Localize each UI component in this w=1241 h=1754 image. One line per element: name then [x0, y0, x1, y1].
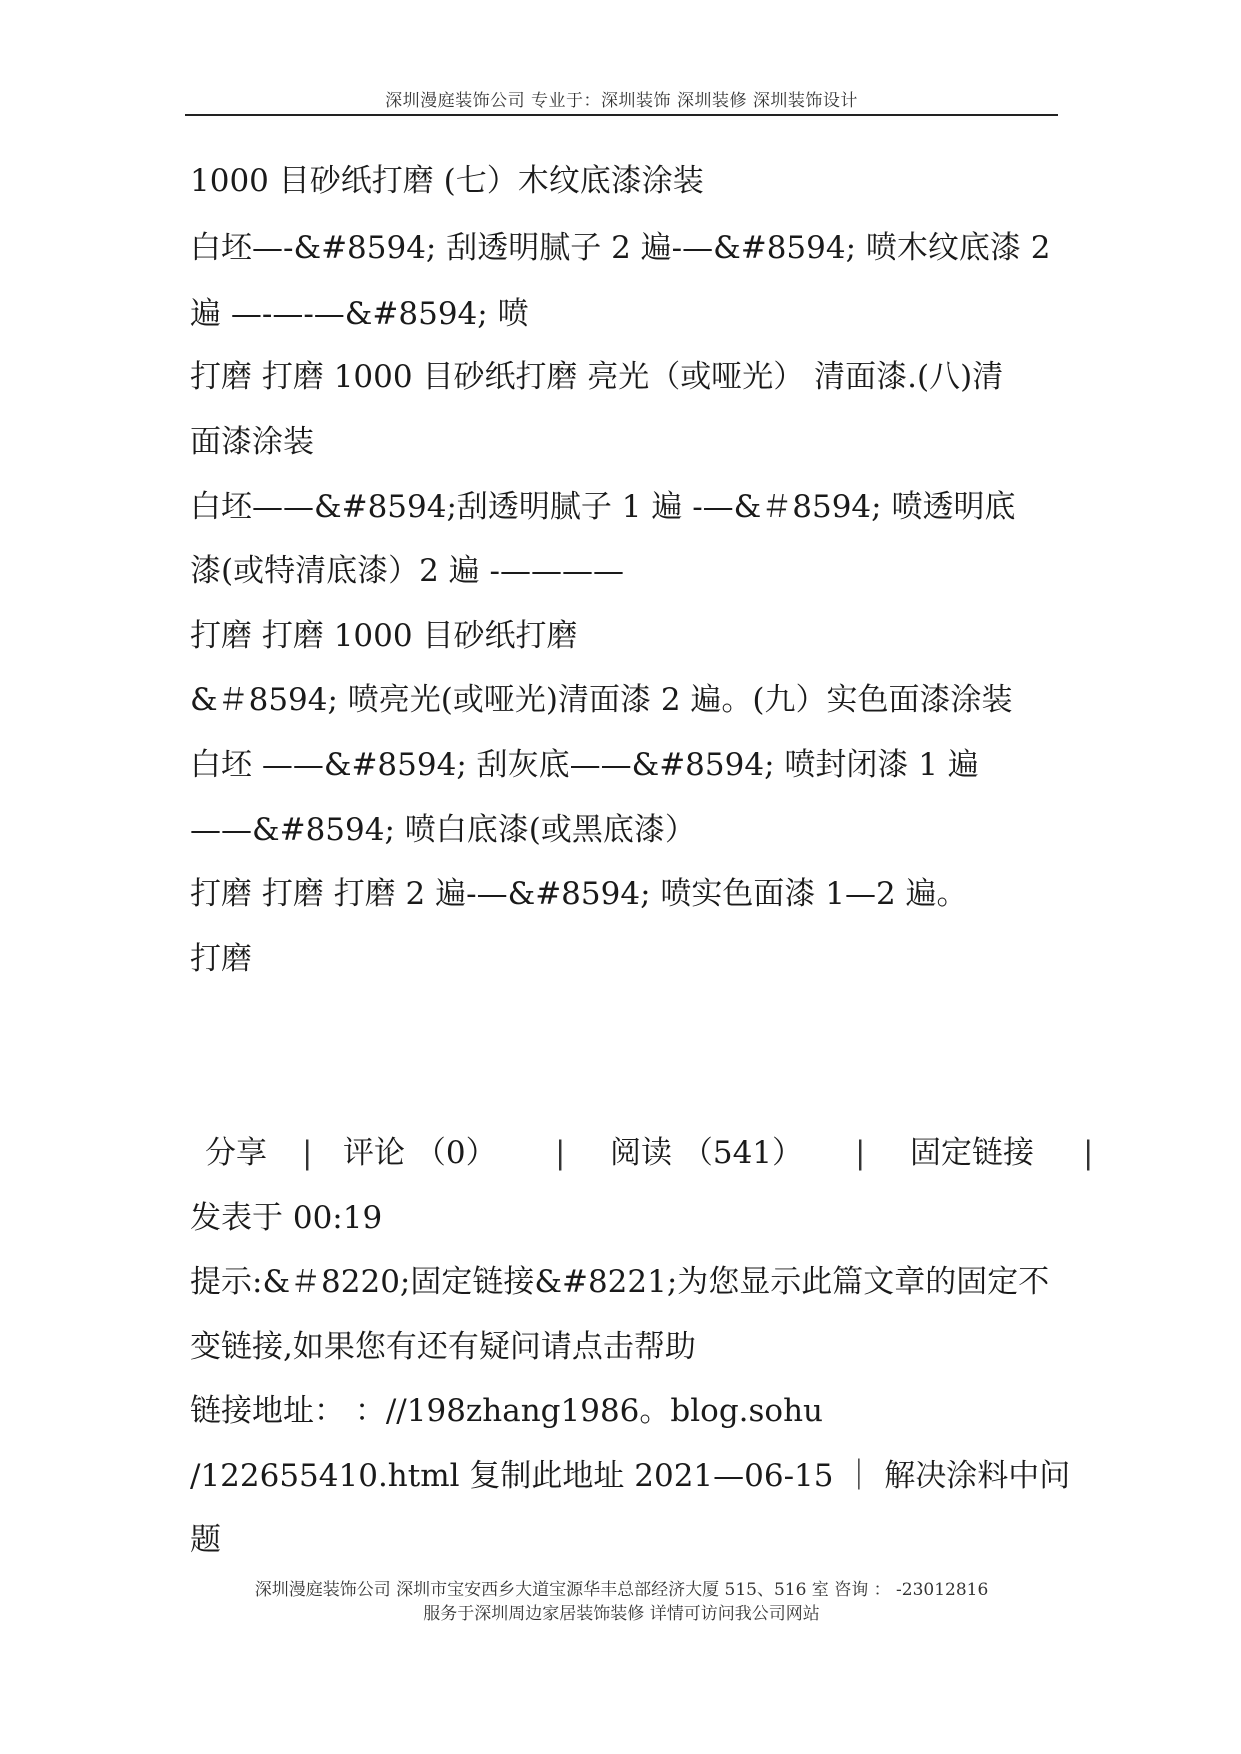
body-line: 打磨 [190, 941, 252, 977]
body-line: 打磨 打磨 1000 目砂纸打磨 亮光（或哑光） 清面漆.(八)清 [190, 359, 1004, 395]
permalink-address[interactable]: 链接地址： ：//198zhang1986。blog.sohu [190, 1393, 824, 1429]
body-line: 白坯 ——&#8594; 刮灰底——&#8594; 喷封闭漆 1 遍 [190, 747, 979, 783]
read-count: 阅读 （541） [610, 1135, 804, 1171]
body-line: 白坯——&#8594;刮透明腻子 1 遍 -—&＃8594; 喷透明底 [190, 489, 1016, 525]
share-link[interactable]: 分享 [205, 1135, 267, 1171]
permalink-link[interactable]: 固定链接 [910, 1135, 1034, 1171]
body-line: 打磨 打磨 1000 目砂纸打磨 [190, 618, 578, 654]
post-time: 发表于 00:19 [190, 1200, 383, 1236]
page-header: 深圳漫庭装饰公司 专业于：深圳装饰 深圳装修 深圳装饰设计 [385, 91, 858, 111]
page-footer-line: 服务于深圳周边家居装饰装修 详情可访问我公司网站 [423, 1604, 820, 1624]
permalink-address[interactable]: /122655410.html 复制此地址 2021—06-15 ｜ 解决涂料中问 [190, 1458, 1071, 1494]
body-line: 遍 —-—-—&#8594; 喷 [190, 296, 529, 332]
post-meta-bar [190, 1133, 1110, 1173]
permalink-hint: 提示:&＃8220;固定链接&#8221;为您显示此篇文章的固定不 [190, 1264, 1050, 1300]
body-line: 漆(或特清底漆）2 遍 -———— [190, 553, 624, 589]
meta-separator: | [555, 1135, 566, 1171]
body-line: 打磨 打磨 打磨 2 遍-—&#8594; 喷实色面漆 1—2 遍。 [190, 876, 968, 912]
page-footer-line: 深圳漫庭装饰公司 深圳市宝安西乡大道宝源华丰总部经济大厦 515、516 室 咨询 ： -23012816 [254, 1580, 989, 1600]
body-line: 白坯—-&#8594; 刮透明腻子 2 遍-—&#8594; 喷木纹底漆 2 [190, 230, 1051, 266]
meta-separator: | [302, 1135, 313, 1171]
permalink-address: 题 [190, 1522, 221, 1558]
meta-separator: | [1083, 1135, 1094, 1171]
comment-link[interactable]: 评论 （0） [343, 1135, 497, 1171]
body-line: 1000 目砂纸打磨 (七）木纹底漆涂装 [190, 163, 704, 199]
permalink-hint: 变链接,如果您有还有疑问请点击帮助 [190, 1329, 696, 1365]
body-line: &＃8594; 喷亮光(或哑光)清面漆 2 遍。(九）实色面漆涂装 [190, 682, 1013, 718]
meta-separator: | [855, 1135, 866, 1171]
body-line: 面漆涂装 [190, 424, 314, 460]
body-line: ——&#8594; 喷白底漆(或黑底漆） [190, 812, 696, 848]
header-rule [185, 114, 1058, 116]
